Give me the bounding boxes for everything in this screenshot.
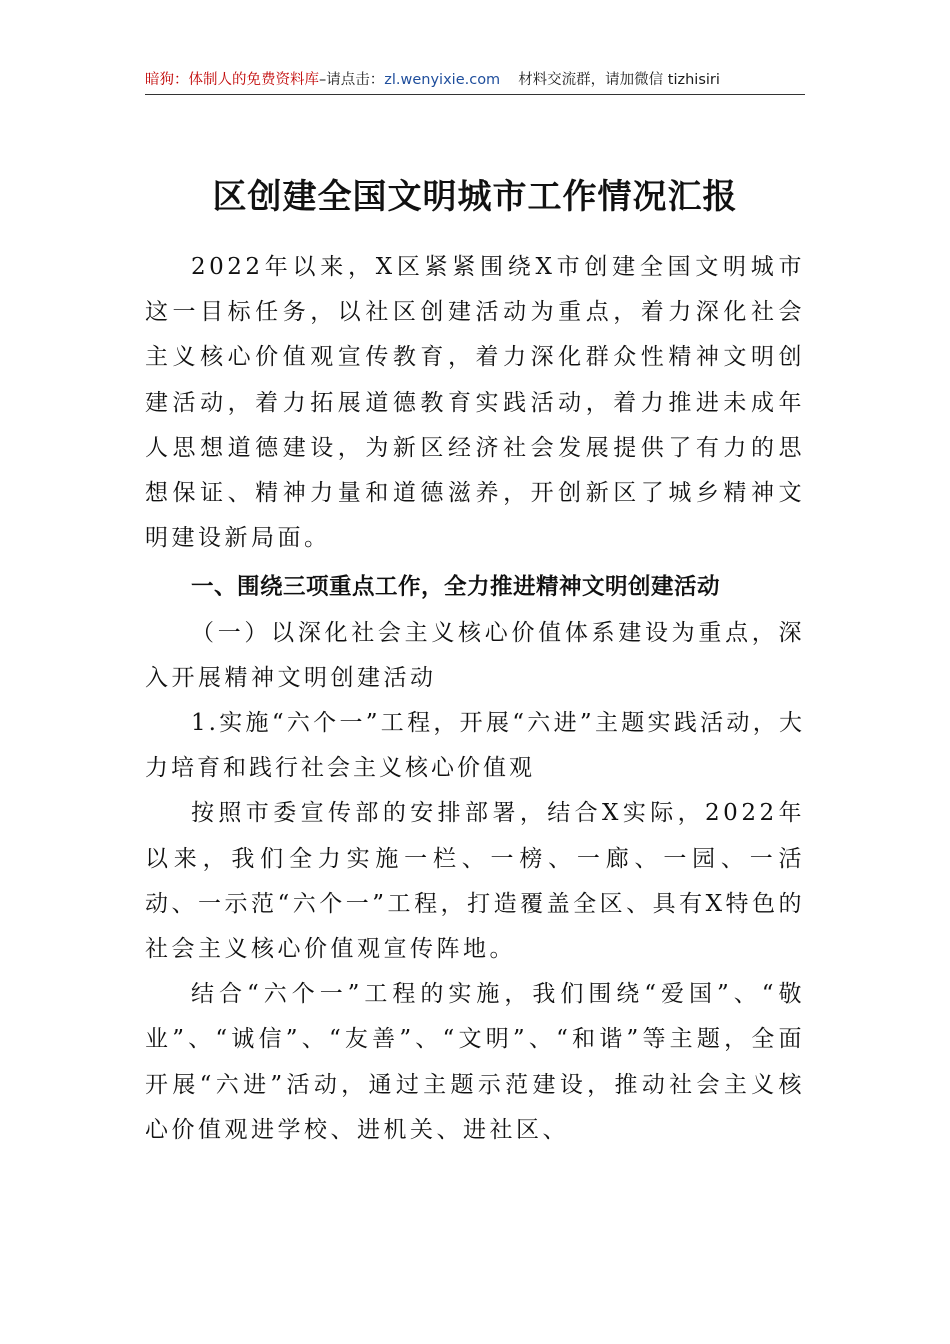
paragraph-2: 按照市委宣传部的安排部署，结合X实际，2022年以来，我们全力实施一栏、一榜、一廊、一园、一活动、一示范“六个一”工程，打造覆盖全区、具有X特色的社会主义核心价值观宣传阵地。	[145, 800, 805, 963]
intro-paragraph: 2022年以来，X区紧紧围绕X市创建全国文明城市这一目标任务，以社区创建活动为重点，着力深化社会主义核心价值观宣传教育，着力深化群众性精神文明创建活动，着力拓展道德教育实践活动，着力推进未成年人思想道德建设，为新区经济社会发展提供了有力的思想保证、精神力量和道德滋养，开创新区了城乡精神文明建设新局面。	[145, 254, 805, 552]
document-title: 区创建全国文明城市工作情况汇报	[212, 177, 738, 217]
header-url-link[interactable]: zl.wenyixie.com	[384, 72, 501, 88]
document-body	[145, 245, 805, 1153]
header-contact: 材料交流群，请加微信 tizhisiri	[518, 72, 720, 88]
item1-heading: 1.实施“六个一”工程，开展“六进”主题实践活动，大力培育和践行社会主义核心价值观	[145, 710, 805, 782]
header-prompt: –请点击：	[319, 72, 385, 88]
paragraph-3: 结合“六个一”工程的实施，我们围绕“爱国”、“敬业”、“诚信”、“友善”、“文明”、“和谐”等主题，全面开展“六进”活动，通过主题示范建设，推动社会主义核心价值观进学校、进机关、进社区、	[145, 981, 805, 1143]
header-brand: 暗狗：体制人的免费资料库	[145, 72, 319, 88]
section1-heading: 一、围绕三项重点工作，全力推进精神文明创建活动	[191, 574, 721, 601]
subsection1-heading: （一）以深化社会主义核心价值体系建设为重点，深入开展精神文明创建活动	[145, 619, 805, 691]
page-header	[145, 70, 805, 95]
